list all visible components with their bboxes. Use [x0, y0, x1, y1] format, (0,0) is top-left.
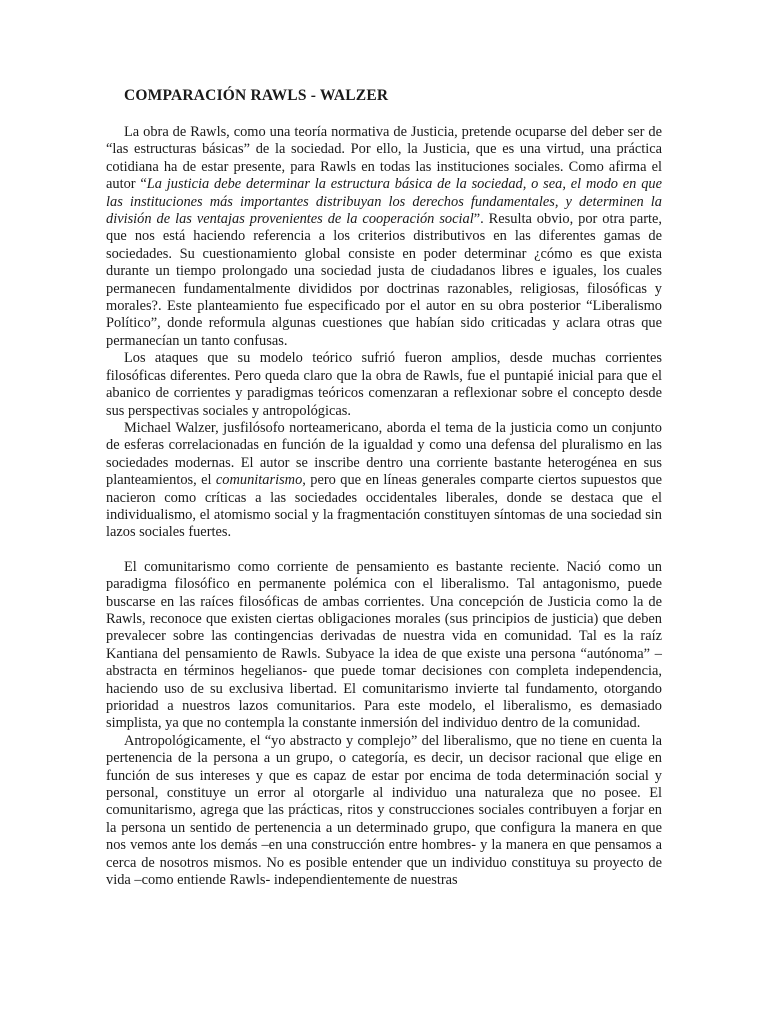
paragraph-text: Michael Walzer, jusfilósofo norteamericano, aborda el tema de la justicia como un conjunto de esferas correlacionadas en función de la igualdad y como una defensa del pluralismo en las sociedades modernas. El autor se inscribe dentro una corriente bastante heterogénea en sus planteamientos, el: [106, 419, 662, 489]
document-body: [106, 124, 662, 889]
document-title: COMPARACIÓN RAWLS - WALZER: [124, 87, 389, 104]
paragraph-comunitarismo: El comunitarismo como corriente de pensamiento es bastante reciente. Nació como un paradigma filosófico en permanente polémica con el liberalismo. Tal antagonismo, puede buscarse en las raíces filosóficas de ambas corrientes. Una concepción de Justicia como la de Rawls, reconoce que existen ciertas obligaciones morales (sus principios de justicia) que deben prevalecer sobre las contingencias derivadas de nuestra vida en comunidad. Tal es la raíz Kantiana del pensamiento de Rawls. Subyace la idea de que existe una persona “autónoma” –abstracta en términos hegelianos- que puede tomar decisiones con completa independencia, haciendo uso de su exclusiva libertad. El comunitarismo invierte tal fundamento, otorgando prioridad a nuestros lazos comunitarios. Para este modelo, el liberalismo, es demasiado simplista, ya que no contempla la constante inmersión del individuo dentro de la comunidad.: [106, 558, 662, 732]
paragraph-text: ”. Resulta obvio, por otra parte, que nos está haciendo referencia a los criterios distributivos en las diferentes gamas de sociedades. Su cuestionamiento global consiste en poder determinar ¿cómo es que exista durante un tiempo prolongado una sociedad justa de ciudadanos libres e iguales, los cuales permanecen fundamentalmente divididos por doctrinas razonables, religiosas, filosóficas y morales?. Este planteamiento fue especificado por el autor en su obra posterior “Liberalismo Político”, donde reformula algunas cuestiones que habían sido criticadas y aclara otras que permanecían un tanto confusas.: [106, 211, 662, 349]
paragraph-antropologia: Antropológicamente, el “yo abstracto y complejo” del liberalismo, que no tiene en cuenta la pertenencia de la persona a un grupo, o categoría, es decir, un decisor racional que elige en función de sus intereses y que es capaz de estar por encima de toda determinación social y personal, constituye un error al otorgarle al individuo una naturaleza que no posee. El comunitarismo, agrega que las prácticas, ritos y construcciones sociales contribuyen a forjar en la persona un sentido de pertenencia a un determinado grupo, que configura la manera en que nos vemos ante los demás –en una construcción entre hombres- y la manera en que pensamos a cerca de nosotros mismos. No es posible entender que un individuo constituya su proyecto de vida –como entiende Rawls- independientemente de nuestras: [106, 732, 662, 889]
paragraph-text: La obra de Rawls, como una teoría normativa de Justicia, pretende ocuparse del deber ser de “las estructuras básicas” de la sociedad. Por ello, la Justicia, que es una virtud, una práctica cotidiana ha de estar presente, para Rawls en todas las instituciones sociales. Como afirma el autor “: [106, 124, 662, 193]
term-comunitarismo: comunitarismo: [215, 472, 303, 489]
paragraph-text: , pero que en líneas generales comparte ciertos supuestos que nacieron como críticas a las sociedades occidentales liberales, donde se destaca que el individualismo, el atomismo social y la fragmentación constituyen síntomas de una sociedad sin lazos sociales fuertes.: [106, 472, 662, 541]
paragraph-critiques: Los ataques que su modelo teórico sufrió fueron amplios, desde muchas corrientes filosóficas diferentes. Pero queda claro que la obra de Rawls, fue el puntapié inicial para que el abanico de corrientes y paradigmas teóricos comenzaran a reflexionar sobre el concepto desde sus perspectivas sociales y antropológicas.: [106, 350, 662, 419]
rawls-quote: La justicia debe determinar la estructura básica de la sociedad, o sea, el modo en que las instituciones más importantes distribuyan los derechos fundamentales, y determinen la división de las ventajas provenientes de la cooperación social: [106, 176, 662, 228]
paragraph-walzer: [106, 420, 662, 542]
paragraph-rawls-intro: [106, 124, 662, 350]
